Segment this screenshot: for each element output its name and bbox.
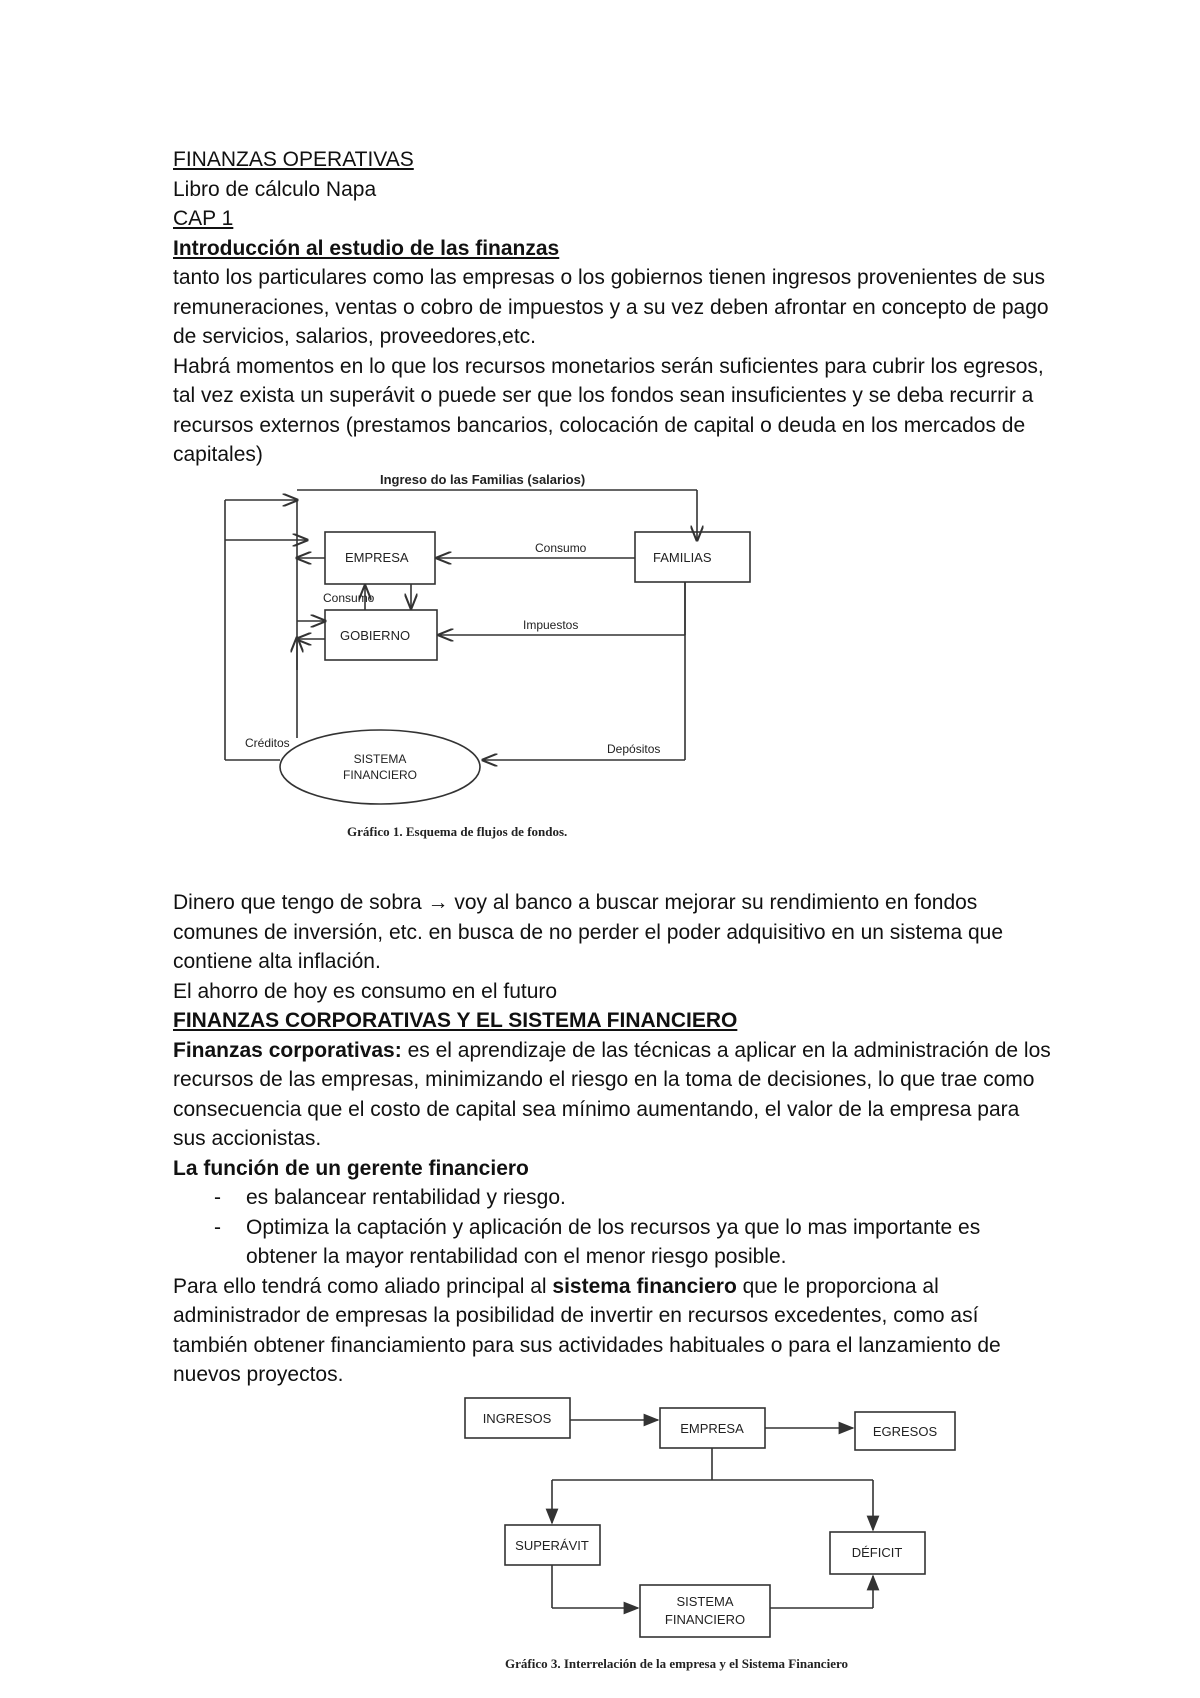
bullet-text-2: Optimiza la captación y aplicación de los recursos ya que lo mas importante es obtener la mayor rentabilidad con el menor riesgo posible. bbox=[246, 1215, 981, 1268]
book-reference: Libro de cálculo Napa bbox=[173, 177, 377, 201]
diagram1-caption: Gráfico 1. Esquema de flujos de fondos. bbox=[347, 824, 568, 839]
finanzas-corporativas-paragraph bbox=[173, 1036, 1053, 1154]
paragraph-2: Habrá momentos en lo que los recursos monetarios serán suficientes para cubrir los egresos, tal vez exista un superávit o puede ser que los fondos sean insuficientes y se deba recurrir a recursos externos (prestamos bancarios, colocación de capital o deuda en los mercados de capitales) bbox=[173, 354, 1044, 466]
intro-text-block bbox=[173, 145, 1053, 470]
bullet-marker: - bbox=[214, 1186, 221, 1209]
sistema2-label-line2: FINANCIERO bbox=[664, 1612, 746, 1627]
p5-bold-term: sistema financiero bbox=[552, 1274, 737, 1298]
p5-text-a: Para ello tendrá como aliado principal al bbox=[173, 1274, 553, 1298]
sistema-label-line2: FINANCIERO bbox=[342, 768, 418, 782]
impuestos-label: Impuestos bbox=[523, 618, 579, 632]
sistema-financiero-box bbox=[640, 1585, 770, 1637]
funds-flow-diagram bbox=[215, 470, 755, 850]
empresa-label: EMPRESA bbox=[345, 550, 409, 565]
consumo-right-label: Consumo bbox=[535, 541, 587, 555]
chapter-title: Introducción al estudio de las finanzas bbox=[173, 236, 560, 260]
section-heading-2: FINANZAS CORPORATIVAS Y EL SISTEMA FINANCIERO bbox=[173, 1009, 738, 1032]
paragraph-4: El ahorro de hoy es consumo en el futuro bbox=[173, 979, 558, 1003]
page-heading: FINANZAS OPERATIVAS bbox=[173, 148, 414, 171]
bullet-marker: - bbox=[214, 1215, 221, 1239]
bullet-item-1 bbox=[173, 1183, 1053, 1213]
superavit-label: SUPERÁVIT bbox=[515, 1538, 589, 1553]
gobierno-label: GOBIERNO bbox=[340, 628, 411, 643]
consumo-left-label: Consumo bbox=[323, 591, 375, 605]
bullet-item-2 bbox=[173, 1213, 1053, 1272]
depositos-label: Depósitos bbox=[607, 742, 661, 756]
fc-definition: es el aprendizaje de las técnicas a aplicar en la administración de los recursos de las empresas, minimizando el riesgo en la toma de decisiones, lo que trae como consecuencia que el costo de capital sea mínimo aumentando, el valor de la empresa para sus accionistas. bbox=[173, 1038, 1051, 1150]
sistema2-label-line1: SISTEMA bbox=[676, 1594, 734, 1609]
bullet-text-1: es balancear rentabilidad y riesgo. bbox=[246, 1186, 566, 1209]
empresa-label-2: EMPRESA bbox=[680, 1421, 744, 1436]
egresos-label: EGRESOS bbox=[872, 1424, 938, 1439]
p5-text-c: que le proporciona al administrador de empresas la posibilidad de invertir en recursos excedentes, como así también obtener financiamiento para sus actividades habituales o para el lanzamiento de nuevos proyectos. bbox=[173, 1274, 1001, 1386]
ingresos-label: INGRESOS bbox=[482, 1411, 552, 1426]
main-text-block bbox=[173, 888, 1053, 1390]
sistema-label-line1: SISTEMA bbox=[353, 752, 407, 766]
salarios-label: Ingreso do las Familias (salarios) bbox=[380, 472, 586, 487]
deficit-label: DÉFICIT bbox=[851, 1545, 903, 1560]
familias-label: FAMILIAS bbox=[653, 550, 712, 565]
gerente-heading: La función de un gerente financiero bbox=[173, 1156, 529, 1180]
interrelation-diagram bbox=[455, 1390, 975, 1680]
creditos-label: Créditos bbox=[245, 736, 290, 750]
paragraph-3: Dinero que tengo de sobra → voy al banco a buscar mejorar su rendimiento en fondos comunes de inversión, etc. en busca de no perder el poder adquisitivo en un sistema que contiene alta inflación. bbox=[173, 891, 1004, 973]
paragraph-5 bbox=[173, 1272, 1053, 1390]
paragraph-1: tanto los particulares como las empresas o los gobiernos tienen ingresos provenientes de sus remuneraciones, ventas o cobro de impuestos y a su vez deben afrontar en concepto de pago de servicios, salarios, proveedores,etc. bbox=[173, 266, 1049, 348]
sistema-financiero-ellipse bbox=[280, 730, 480, 804]
chapter-label: CAP 1 bbox=[173, 207, 234, 230]
fc-term: Finanzas corporativas: bbox=[173, 1038, 402, 1062]
diagram2-caption: Gráfico 3. Interrelación de la empresa y el Sistema Financiero bbox=[505, 1656, 848, 1671]
